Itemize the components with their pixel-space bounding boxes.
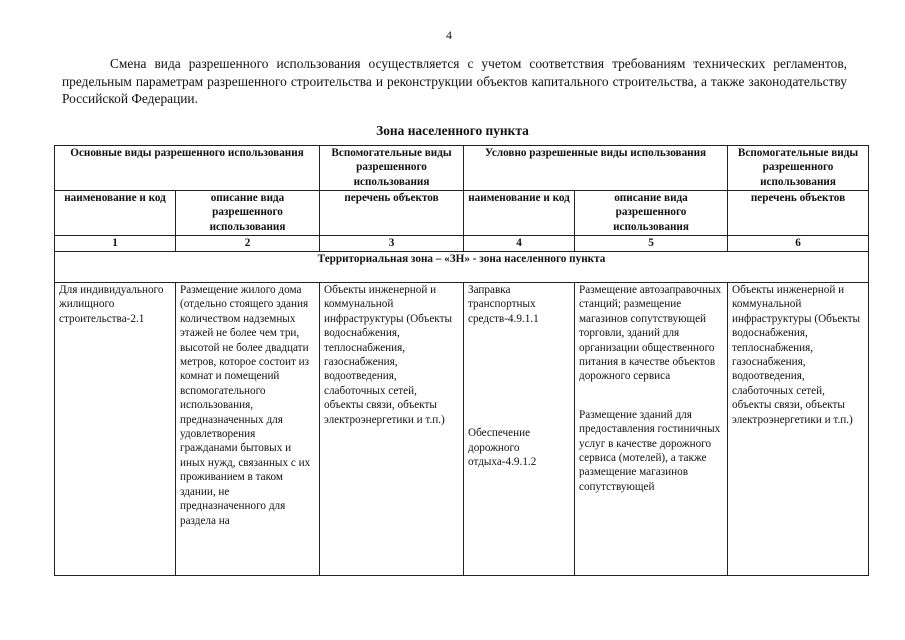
zones-table	[54, 145, 869, 576]
header-description-1: описание вида разрешенного использования	[176, 191, 320, 236]
column-number: 4	[464, 236, 575, 252]
group-header-row	[55, 146, 869, 191]
cell-objects: Объекты инженерной и коммунальной инфраструктуры (Объекты водоснабжения, теплоснабжения, газоснабжения, водоотведения, слаботочных сетей, объекты связи, объекты электроэнергетики и т.п.)	[320, 283, 464, 576]
header-name-code-2: наименование и код	[464, 191, 575, 236]
territorial-zone-label: Территориальная зона – «ЗН» - зона населенного пункта	[55, 252, 869, 283]
header-aux-uses-2: Вспомогательные виды разрешенного использования	[728, 146, 869, 191]
column-number: 2	[176, 236, 320, 252]
column-number: 6	[728, 236, 869, 252]
column-number: 1	[55, 236, 176, 252]
sub-header-row	[55, 191, 869, 236]
header-objects-1: перечень объектов	[320, 191, 464, 236]
zone-title: Зона населенного пункта	[376, 123, 529, 138]
column-number-row	[55, 236, 869, 252]
conditional-name-fuel: Заправка транспортных средств-4.9.1.1	[468, 284, 539, 325]
intro-paragraph: Смена вида разрешенного использования осуществляется с учетом соответствия требованиям технических регламентов, предельным параметрам разрешенного строительства и реконструкции объектов капитального строительства, а также законодательству Российской Федерации.	[62, 56, 847, 106]
cell-objects-aux: Объекты инженерной и коммунальной инфраструктуры (Объекты водоснабжения, теплоснабжения, газоснабжения, водоотведения, слаботочных сетей, объекты связи, объекты электроэнергетики и т.п.)	[728, 283, 869, 576]
header-name-code-1: наименование и код	[55, 191, 176, 236]
cell-description: Размещение жилого дома (отдельно стоящего здания количеством надземных этажей не более чем три, высотой не более двадцати метров, которое состоит из комнат и помещений вспомогательного использования, предназначенных для удовлетворения гражданами бытовых и иных нужд, связанных с их проживанием в таком здании, не предназначенного для раздела на	[176, 283, 320, 576]
header-main-uses: Основные виды разрешенного использования	[55, 146, 320, 191]
conditional-name-rest: Обеспечение дорожного отдыха-4.9.1.2	[468, 427, 537, 469]
column-number: 5	[575, 236, 728, 252]
conditional-description-rest: Размещение зданий для предоставления гостиничных услуг в качестве дорожного сервиса (мотелей), а также размещение магазинов сопутствующей	[579, 408, 721, 493]
header-description-2: описание вида разрешенного использования	[575, 191, 728, 236]
column-number: 3	[320, 236, 464, 252]
cell-conditional-descriptions	[575, 283, 728, 576]
table-row	[55, 283, 869, 576]
conditional-description-fuel: Размещение автозаправочных станций; размещение магазинов сопутствующей торговли, зданий для организации общественного питания в качестве объектов дорожного сервиса	[579, 284, 722, 383]
cell-spacer	[579, 384, 723, 408]
cell-conditional-names	[464, 283, 575, 576]
zone-row	[55, 252, 869, 283]
header-aux-uses-1: Вспомогательные виды разрешенного использования	[320, 146, 464, 191]
header-conditional-uses: Условно разрешенные виды использования	[464, 146, 728, 191]
cell-name-code: Для индивидуального жилищного строительства-2.1	[55, 283, 176, 576]
page-number: 4	[446, 28, 452, 42]
header-objects-2: перечень объектов	[728, 191, 869, 236]
cell-spacer	[468, 326, 570, 426]
